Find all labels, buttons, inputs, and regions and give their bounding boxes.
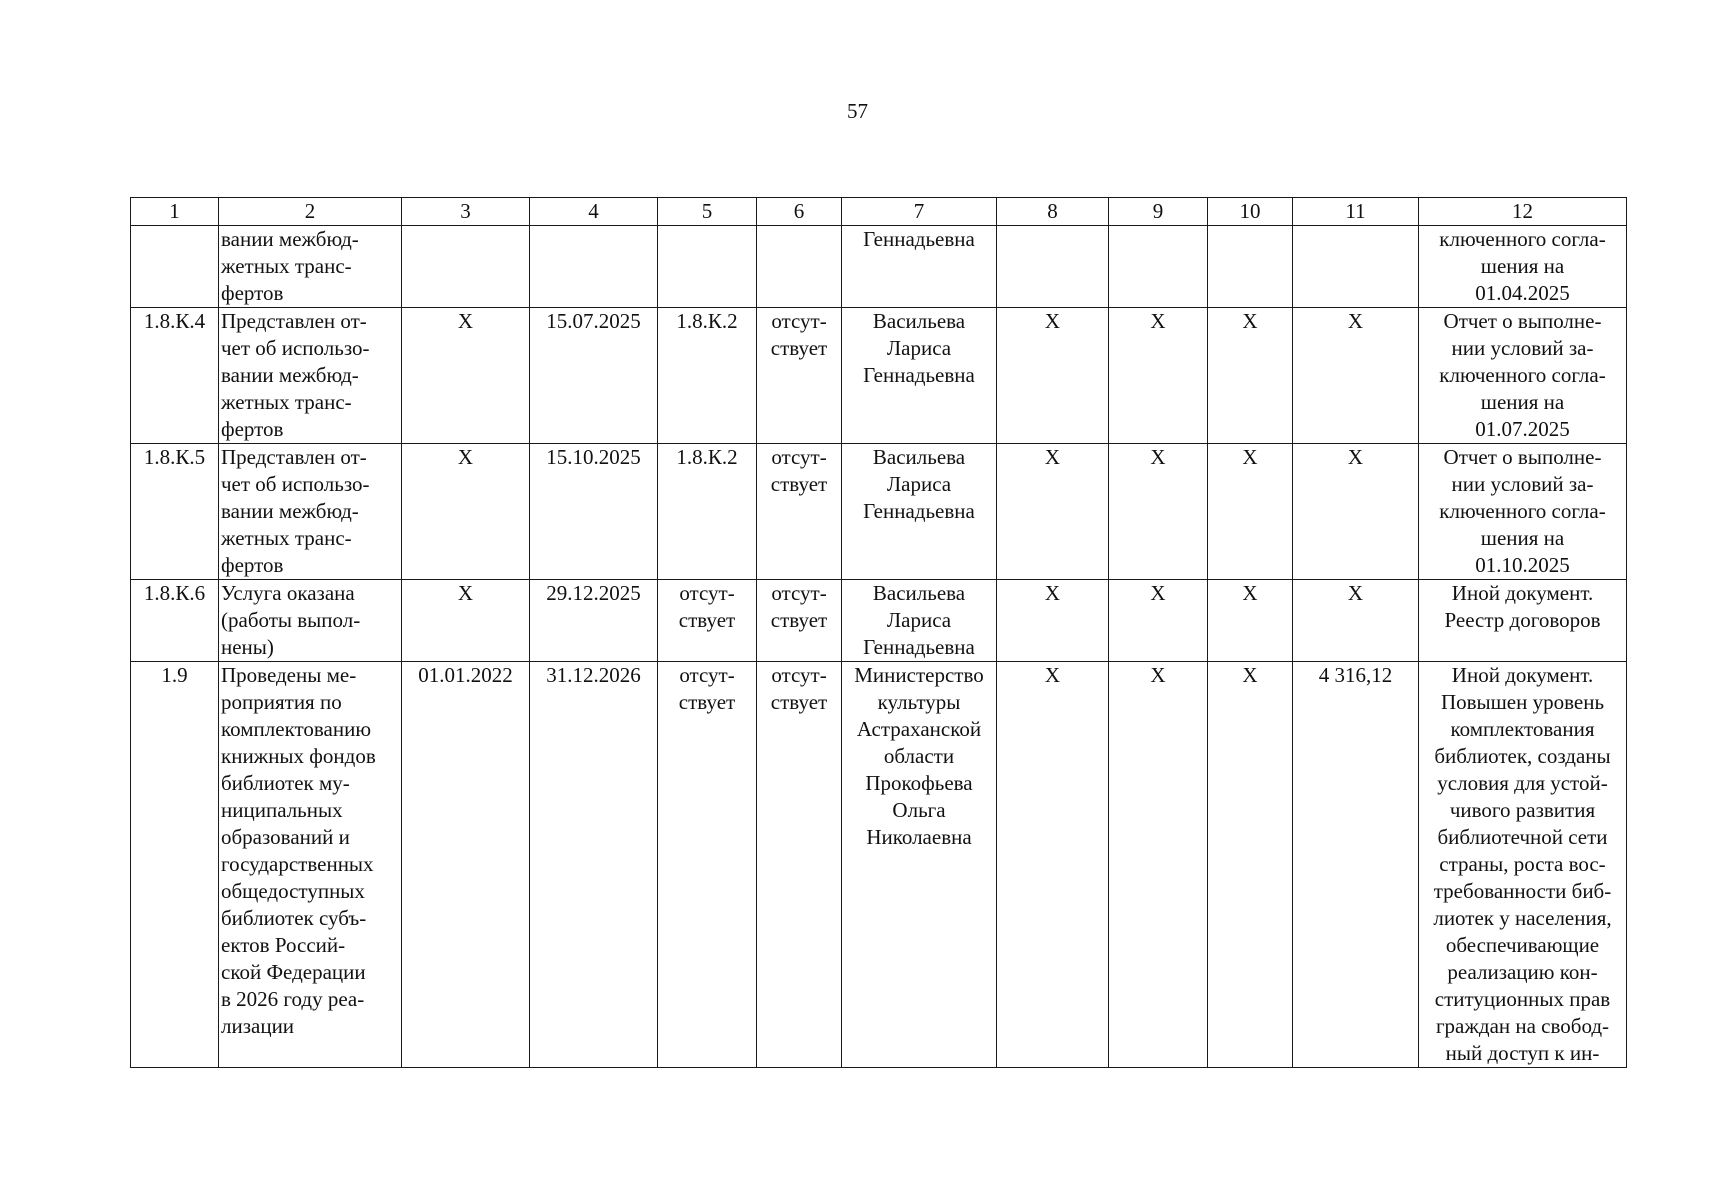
cell-line: Лариса bbox=[886, 336, 952, 360]
table-cell-col6 bbox=[757, 226, 842, 308]
cell-line: ный доступ к ин- bbox=[1445, 1041, 1600, 1065]
cell-line: образований и bbox=[221, 825, 350, 849]
cell-line: X bbox=[457, 309, 474, 333]
header-cell-col8: 8 bbox=[997, 198, 1109, 226]
cell-line: жетных транс- bbox=[221, 390, 352, 414]
cell-line: граждан на свобод- bbox=[1435, 1014, 1610, 1038]
table-cell-col12 bbox=[1419, 662, 1627, 1068]
cell-line: 1.8.К.5 bbox=[143, 445, 206, 469]
cell-line: 29.12.2025 bbox=[546, 581, 641, 605]
cell-line: Геннадьевна bbox=[863, 363, 975, 387]
cell-line: X bbox=[1150, 581, 1166, 605]
table-row bbox=[131, 308, 1627, 444]
cell-line: X bbox=[1150, 445, 1166, 469]
table-cell-col11 bbox=[1293, 226, 1419, 308]
table-cell-col2 bbox=[219, 308, 402, 444]
header-cell-col6: 6 bbox=[757, 198, 842, 226]
cell-line: фертов bbox=[221, 417, 284, 441]
header-cell-col4: 4 bbox=[530, 198, 658, 226]
cell-line: X bbox=[1242, 581, 1258, 605]
cell-line: 31.12.2026 bbox=[546, 663, 641, 687]
cell-line: культуры bbox=[877, 690, 961, 714]
cell-line: X bbox=[1242, 445, 1258, 469]
cell-line: Представлен от- bbox=[221, 309, 367, 333]
cell-line: X bbox=[1242, 663, 1258, 687]
table-cell-col5 bbox=[658, 444, 757, 580]
cell-line: Ольга bbox=[892, 798, 946, 822]
cell-line: жетных транс- bbox=[221, 254, 352, 278]
cell-line: области bbox=[883, 744, 955, 768]
header-cell-col5: 5 bbox=[658, 198, 757, 226]
cell-line: шения на bbox=[1480, 254, 1565, 278]
cell-line: 15.07.2025 bbox=[546, 309, 641, 333]
cell-line: отсут- bbox=[771, 445, 827, 469]
cell-line: Иной документ. bbox=[1451, 663, 1594, 687]
cell-line: 4 316,12 bbox=[1318, 663, 1393, 687]
header-cell-col3: 3 bbox=[402, 198, 530, 226]
table-cell-col1 bbox=[131, 226, 219, 308]
cell-line: ствует bbox=[770, 336, 828, 360]
table-cell-col5 bbox=[658, 308, 757, 444]
cell-line: 15.10.2025 bbox=[546, 445, 641, 469]
cell-line: нии условий за- bbox=[1451, 336, 1594, 360]
cell-line: комплектованию bbox=[221, 717, 372, 741]
cell-line: книжных фондов bbox=[221, 744, 376, 768]
cell-line: фертов bbox=[221, 281, 284, 305]
cell-line: X bbox=[1150, 309, 1166, 333]
cell-line: X bbox=[1044, 663, 1061, 687]
cell-line: 01.01.2022 bbox=[418, 663, 513, 687]
table-cell-col1 bbox=[131, 444, 219, 580]
table-cell-col2 bbox=[219, 580, 402, 662]
cell-line: условия для устой- bbox=[1437, 771, 1608, 795]
table-row bbox=[131, 444, 1627, 580]
cell-line: ключенного согла- bbox=[1439, 499, 1606, 523]
cell-line: Представлен от- bbox=[221, 445, 367, 469]
cell-line: Отчет о выполне- bbox=[1443, 309, 1602, 333]
cell-line: Проведены ме- bbox=[221, 663, 357, 687]
table-cell-col7 bbox=[842, 308, 997, 444]
cell-line: 01.04.2025 bbox=[1475, 281, 1570, 305]
table-cell-col9 bbox=[1109, 226, 1208, 308]
table-cell-col2 bbox=[219, 662, 402, 1068]
cell-line: 1.8.К.4 bbox=[143, 309, 206, 333]
cell-line: общедоступных bbox=[221, 879, 365, 903]
cell-line: Прокофьева bbox=[865, 771, 973, 795]
cell-line: 1.8.К.6 bbox=[143, 581, 206, 605]
cell-line: 01.10.2025 bbox=[1475, 553, 1570, 577]
table-row bbox=[131, 580, 1627, 662]
cell-line: Геннадьевна bbox=[863, 635, 975, 659]
cell-line: отсут- bbox=[771, 581, 827, 605]
table-cell-col3 bbox=[402, 444, 530, 580]
table-cell-col10 bbox=[1208, 308, 1293, 444]
cell-line: шения на bbox=[1480, 390, 1565, 414]
table-cell-col6 bbox=[757, 308, 842, 444]
cell-line: X bbox=[457, 445, 474, 469]
cell-line: отсут- bbox=[771, 309, 827, 333]
cell-line: ектов Россий- bbox=[221, 933, 346, 957]
cell-line: библиотек му- bbox=[221, 771, 350, 795]
cell-line: Отчет о выполне- bbox=[1443, 445, 1602, 469]
table-cell-col6 bbox=[757, 580, 842, 662]
cell-line: X bbox=[1347, 581, 1364, 605]
header-cell-col10: 10 bbox=[1208, 198, 1293, 226]
table-cell-col8 bbox=[997, 580, 1109, 662]
cell-line: Геннадьевна bbox=[863, 499, 975, 523]
table-cell-col4 bbox=[530, 308, 658, 444]
cell-line: Министерство bbox=[854, 663, 984, 687]
cell-line: 1.8.К.2 bbox=[676, 309, 738, 333]
cell-line: отсут- bbox=[771, 663, 827, 687]
cell-line: 01.07.2025 bbox=[1475, 417, 1570, 441]
cell-line: Николаевна bbox=[866, 825, 972, 849]
table-row bbox=[131, 662, 1627, 1068]
cell-line: (работы выпол- bbox=[221, 608, 361, 632]
table-cell-col7 bbox=[842, 580, 997, 662]
cell-line: Геннадьевна bbox=[863, 227, 975, 251]
cell-line: Повышен уровень bbox=[1440, 690, 1605, 714]
cell-line: Лариса bbox=[886, 608, 952, 632]
cell-line: ниципальных bbox=[221, 798, 343, 822]
cell-line: нии условий за- bbox=[1451, 472, 1594, 496]
cell-line: ституционных прав bbox=[1434, 987, 1611, 1011]
cell-line: вании межбюд- bbox=[221, 499, 359, 523]
cell-line: Васильева bbox=[872, 445, 966, 469]
table-cell-col5 bbox=[658, 662, 757, 1068]
table-cell-col5 bbox=[658, 580, 757, 662]
cell-line: Лариса bbox=[886, 472, 952, 496]
table-cell-col4 bbox=[530, 580, 658, 662]
table-cell-col3 bbox=[402, 226, 530, 308]
cell-line: X bbox=[1044, 581, 1061, 605]
cell-line: нены) bbox=[221, 635, 274, 659]
table-cell-col3 bbox=[402, 662, 530, 1068]
table-cell-col11 bbox=[1293, 444, 1419, 580]
cell-line: ской Федерации bbox=[221, 960, 366, 984]
cell-line: X bbox=[1044, 309, 1061, 333]
table-cell-col8 bbox=[997, 308, 1109, 444]
cell-line: ключенного согла- bbox=[1439, 227, 1606, 251]
header-cell-col12: 12 bbox=[1419, 198, 1627, 226]
table-cell-col11 bbox=[1293, 308, 1419, 444]
cell-line: ключенного согла- bbox=[1439, 363, 1606, 387]
cell-line: чивого развития bbox=[1449, 798, 1596, 822]
table-cell-col4 bbox=[530, 662, 658, 1068]
header-cell-col1: 1 bbox=[131, 198, 219, 226]
cell-line: страны, роста вос- bbox=[1439, 852, 1606, 876]
table-cell-col2 bbox=[219, 444, 402, 580]
table-cell-col12 bbox=[1419, 580, 1627, 662]
header-cell-col7: 7 bbox=[842, 198, 997, 226]
cell-line: фертов bbox=[221, 553, 284, 577]
cell-line: Реестр договоров bbox=[1444, 608, 1601, 632]
table-cell-col3 bbox=[402, 308, 530, 444]
cell-line: шения на bbox=[1480, 526, 1565, 550]
plan-table bbox=[130, 197, 1627, 1068]
table-cell-col3 bbox=[402, 580, 530, 662]
cell-line: роприятия по bbox=[221, 690, 342, 714]
cell-line: чет об использо- bbox=[221, 336, 370, 360]
table-header-row bbox=[131, 198, 1627, 226]
cell-line: обеспечивающие bbox=[1445, 933, 1600, 957]
cell-line: в 2026 году реа- bbox=[221, 987, 365, 1011]
cell-line: 1.9 bbox=[161, 663, 188, 687]
header-cell-col9: 9 bbox=[1109, 198, 1208, 226]
cell-line: отсут- bbox=[679, 581, 735, 605]
table-cell-col11 bbox=[1293, 580, 1419, 662]
table-row bbox=[131, 226, 1627, 308]
table-cell-col10 bbox=[1208, 662, 1293, 1068]
table-cell-col7 bbox=[842, 444, 997, 580]
cell-line: лизации bbox=[221, 1014, 295, 1038]
table-cell-col10 bbox=[1208, 580, 1293, 662]
cell-line: ствует bbox=[678, 690, 736, 714]
cell-line: Астраханской bbox=[856, 717, 982, 741]
cell-line: отсут- bbox=[679, 663, 735, 687]
cell-line: 1.8.К.2 bbox=[676, 445, 738, 469]
table-cell-col1 bbox=[131, 662, 219, 1068]
table-cell-col2 bbox=[219, 226, 402, 308]
header-cell-col2: 2 bbox=[219, 198, 402, 226]
table-cell-col9 bbox=[1109, 580, 1208, 662]
cell-line: чет об использо- bbox=[221, 472, 370, 496]
cell-line: ствует bbox=[770, 608, 828, 632]
table-cell-col10 bbox=[1208, 444, 1293, 580]
cell-line: X bbox=[1150, 663, 1166, 687]
cell-line: X bbox=[457, 581, 474, 605]
cell-line: X bbox=[1242, 309, 1258, 333]
table-cell-col5 bbox=[658, 226, 757, 308]
cell-line: Иной документ. bbox=[1451, 581, 1594, 605]
table-cell-col8 bbox=[997, 226, 1109, 308]
cell-line: вании межбюд- bbox=[221, 363, 359, 387]
cell-line: Васильева bbox=[872, 309, 966, 333]
table-cell-col10 bbox=[1208, 226, 1293, 308]
page-number: 57 bbox=[847, 99, 868, 123]
cell-line: библиотек, созданы bbox=[1434, 744, 1611, 768]
table-cell-col4 bbox=[530, 444, 658, 580]
cell-line: Услуга оказана bbox=[221, 581, 355, 605]
table-cell-col6 bbox=[757, 662, 842, 1068]
cell-line: комплектования bbox=[1450, 717, 1595, 741]
cell-line: библиотек субъ- bbox=[221, 906, 367, 930]
table-cell-col9 bbox=[1109, 662, 1208, 1068]
table-cell-col1 bbox=[131, 308, 219, 444]
cell-line: государственных bbox=[221, 852, 374, 876]
table-cell-col8 bbox=[997, 662, 1109, 1068]
cell-line: X bbox=[1347, 309, 1364, 333]
cell-line: ствует bbox=[770, 472, 828, 496]
cell-line: Васильева bbox=[872, 581, 966, 605]
cell-line: X bbox=[1347, 445, 1364, 469]
cell-line: библиотечной сети bbox=[1437, 825, 1608, 849]
table-cell-col12 bbox=[1419, 444, 1627, 580]
table-cell-col7 bbox=[842, 226, 997, 308]
cell-line: реализацию кон- bbox=[1447, 960, 1598, 984]
table-cell-col6 bbox=[757, 444, 842, 580]
table-cell-col12 bbox=[1419, 226, 1627, 308]
header-cell-col11: 11 bbox=[1293, 198, 1419, 226]
table-cell-col9 bbox=[1109, 444, 1208, 580]
cell-line: жетных транс- bbox=[221, 526, 352, 550]
table-cell-col4 bbox=[530, 226, 658, 308]
table-cell-col9 bbox=[1109, 308, 1208, 444]
table-cell-col12 bbox=[1419, 308, 1627, 444]
table-cell-col7 bbox=[842, 662, 997, 1068]
cell-line: требованности биб- bbox=[1433, 879, 1612, 903]
table-cell-col11 bbox=[1293, 662, 1419, 1068]
cell-line: ствует bbox=[678, 608, 736, 632]
cell-line: ствует bbox=[770, 690, 828, 714]
cell-line: X bbox=[1044, 445, 1061, 469]
cell-line: вании межбюд- bbox=[221, 227, 359, 251]
table-cell-col8 bbox=[997, 444, 1109, 580]
cell-line: лиотек у населения, bbox=[1433, 906, 1612, 930]
table-cell-col1 bbox=[131, 580, 219, 662]
